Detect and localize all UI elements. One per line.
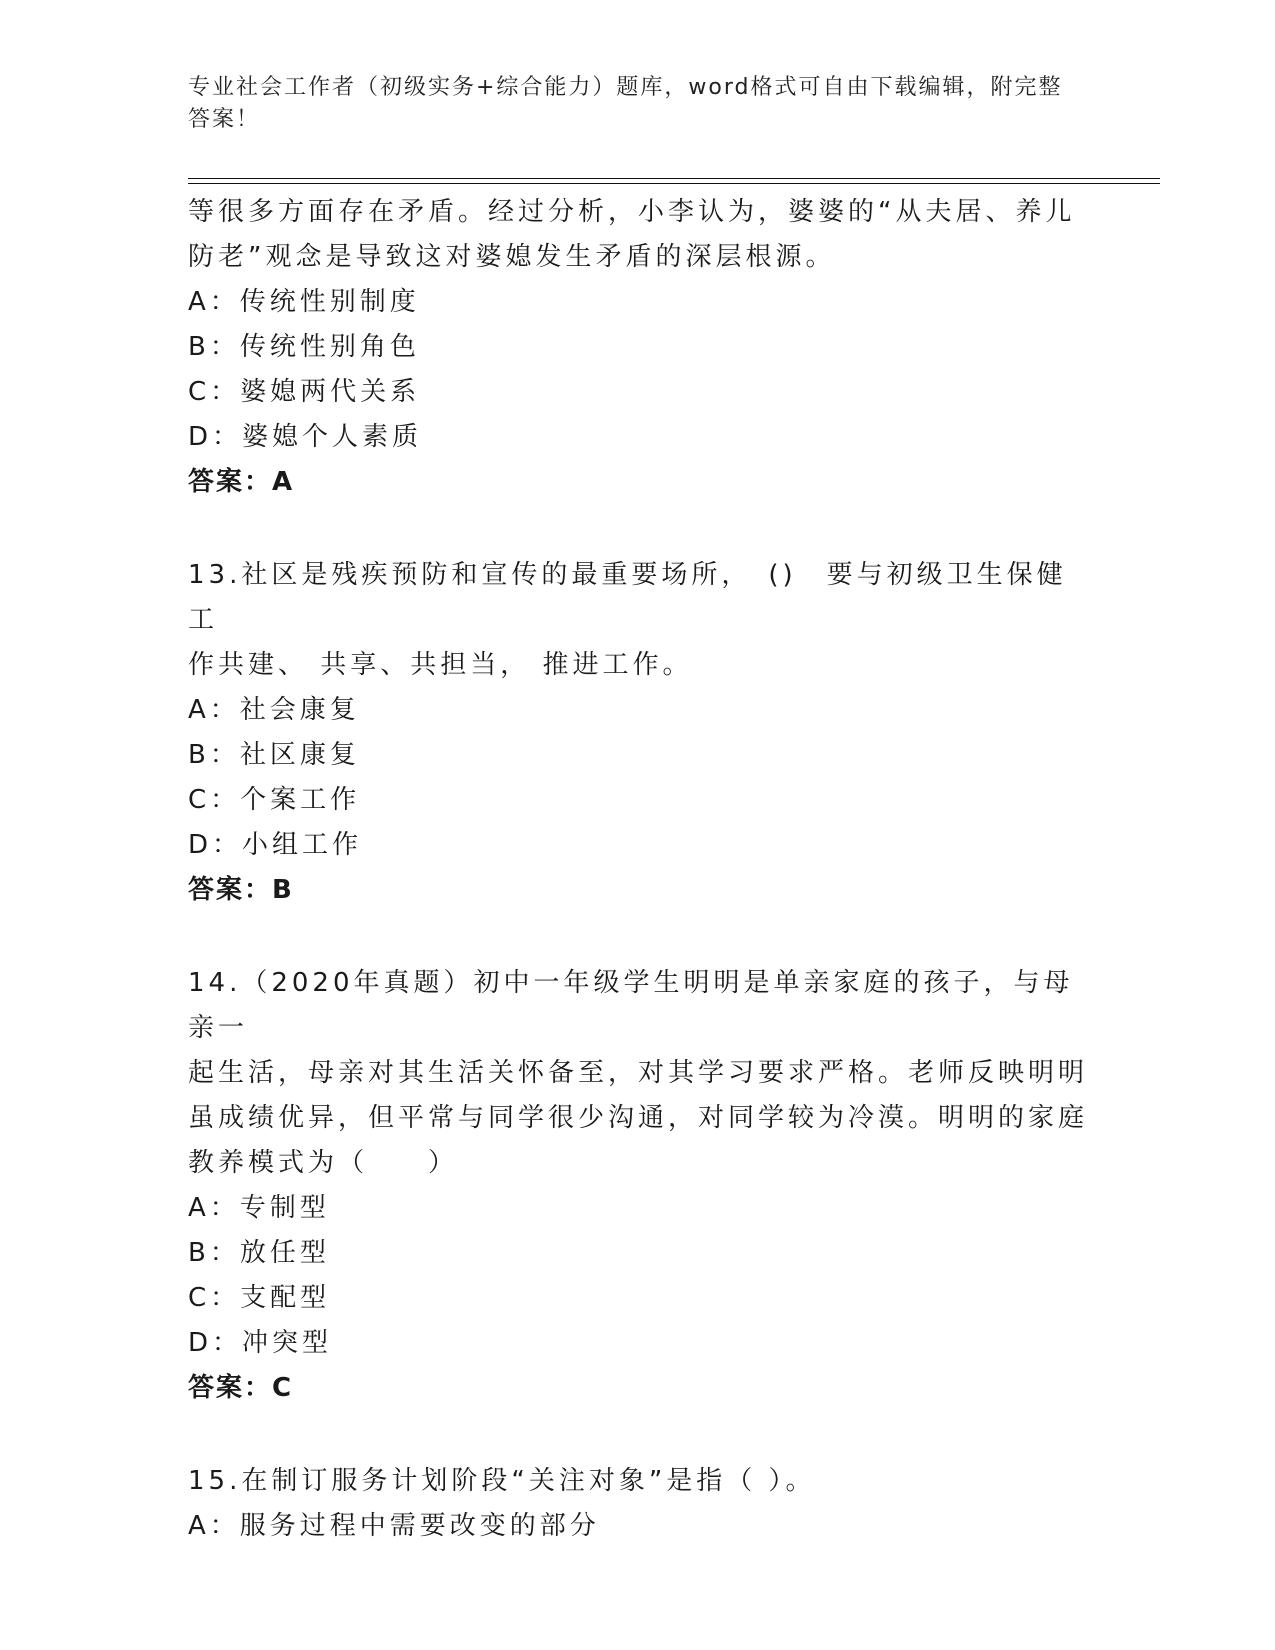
question-12-text-2: 防老”观念是导致这对婆媳发生矛盾的深层根源。: [188, 242, 836, 272]
question-12-option-c: C：婆媳两代关系: [188, 377, 421, 407]
page-header: [188, 72, 1088, 136]
question-14-text-1: 14.（2020年真题）初中一年级学生明明是单亲家庭的孩子，与母亲一: [188, 968, 1074, 1043]
question-12-option-b: B：传统性别角色: [188, 332, 420, 362]
question-15: [188, 1459, 1088, 1549]
question-13-answer: 答案：B: [188, 875, 294, 905]
question-13-text-2: 作共建、 共享、共担当， 推进工作。: [188, 650, 693, 680]
question-list: [188, 190, 1088, 1549]
question-14: [188, 961, 1088, 1411]
question-15-text-1: 15.在制订服务计划阶段“关注对象”是指（ ）。: [188, 1466, 816, 1496]
header-line-2: 答案！: [188, 107, 261, 132]
question-14-answer: 答案：C: [188, 1373, 294, 1403]
header-rule-bottom: [188, 183, 1160, 184]
question-14-option-a: A：专制型: [188, 1193, 330, 1223]
question-14-text-2: 起生活，母亲对其生活关怀备至，对其学习要求严格。老师反映明明: [188, 1058, 1089, 1088]
question-12-text-1: 等很多方面存在矛盾。经过分析，小李认为，婆婆的“从夫居、养儿: [188, 197, 1076, 227]
question-12-answer: 答案：A: [188, 467, 295, 497]
question-15-option-a: A：服务过程中需要改变的部分: [188, 1511, 600, 1541]
question-14-option-b: B：放任型: [188, 1238, 330, 1268]
question-14-text-3: 虽成绩优异，但平常与同学很少沟通，对同学较为冷漠。明明的家庭: [188, 1103, 1089, 1133]
header-rule-top: [188, 178, 1160, 179]
question-13-text-1: 13.社区是残疾预防和宣传的最重要场所， () 要与初级卫生保健工: [188, 560, 1067, 635]
question-13-option-c: C：个案工作: [188, 785, 361, 815]
question-14-option-d: D：冲突型: [188, 1328, 333, 1358]
question-12-option-d: D：婆媳个人素质: [188, 422, 423, 452]
question-14-text-4: 教养模式为（ ）: [188, 1148, 459, 1178]
question-13-option-b: B：社区康复: [188, 740, 360, 770]
header-line-1: 专业社会工作者（初级实务+综合能力）题库，word格式可自由下载编辑，附完整: [188, 75, 1063, 100]
question-12: [188, 190, 1088, 505]
question-13-option-a: A：社会康复: [188, 695, 360, 725]
question-12-option-a: A：传统性别制度: [188, 287, 420, 317]
question-13: [188, 553, 1088, 913]
question-14-option-c: C：支配型: [188, 1283, 331, 1313]
question-13-option-d: D：小组工作: [188, 830, 363, 860]
